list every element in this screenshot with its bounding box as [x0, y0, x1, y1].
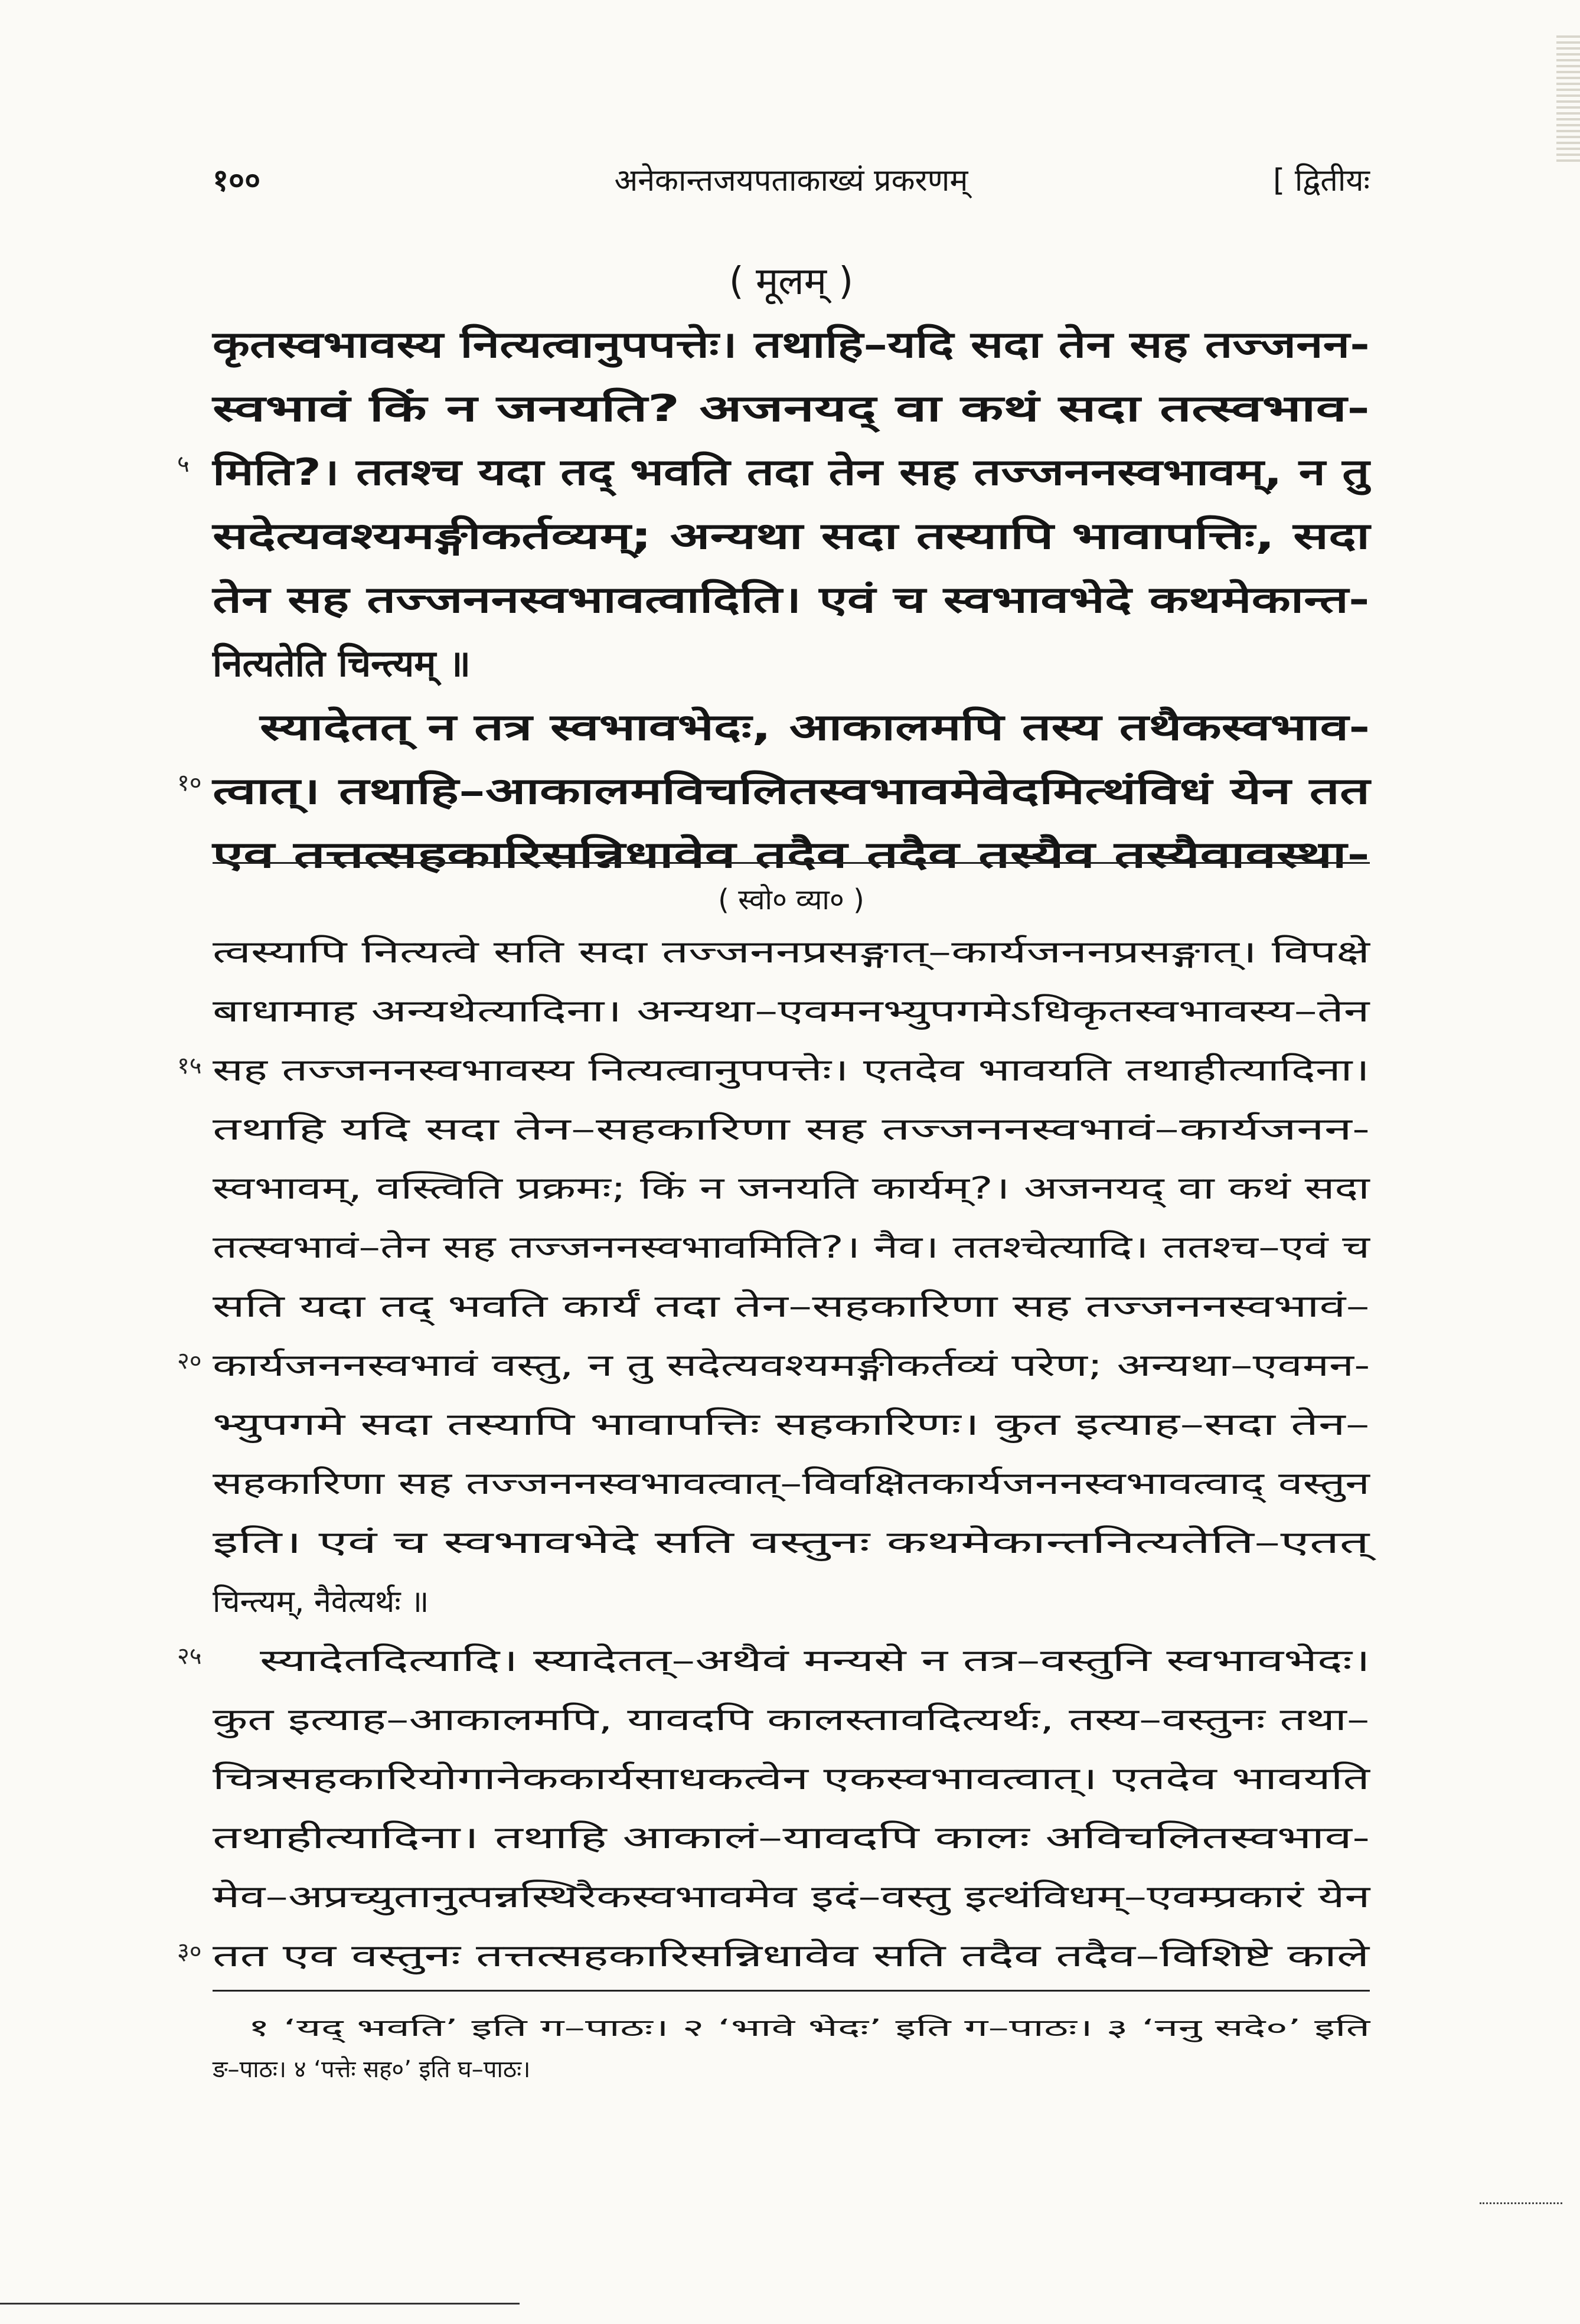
commentary-line: स्वभावम्, वस्त्विति प्रक्रमः; किं न जनयति कार्यम्?। अजनयद् वा कथं सदा [213, 1171, 1370, 1206]
commentary-line: मेव–अप्रच्युतानुत्पन्नस्थिरैकस्वभावमेव इदं–वस्तु इत्थंविधम्–एवम्प्रकारं येन [213, 1879, 1370, 1915]
bottom-rule [0, 2303, 520, 2305]
mula-line: त्वात्। तथाहि–आकालमविचलितस्वभावमेवेदमित्थंविधं येन तत [213, 769, 1370, 812]
footnote-line: ङ–पाठः। ४ ‘पत्तेः सह०’ इति घ–पाठः। [213, 2056, 531, 2083]
page-number: १०० [213, 163, 261, 198]
commentary-heading: ( स्वो० व्या० ) [718, 883, 864, 916]
mula-line: तेन सह तज्जननस्वभावत्वादिति। एवं च स्वभावभेदे कथमेकान्त- [213, 578, 1370, 621]
commentary-line: सति यदा तद् भवति कार्यं तदा तेन–सहकारिणा सह तज्जननस्वभावं– [213, 1289, 1370, 1324]
footnote-divider [213, 1990, 1370, 1992]
line-number: २० [177, 1347, 202, 1375]
mula-line: स्यादेतत् न तत्र स्वभावभेदः, आकालमपि तस्य तथैकस्वभाव- [260, 706, 1370, 749]
commentary-line: बाधामाह अन्यथेत्यादिना। अन्यथा–एवमनभ्युपगमेऽधिकृतस्वभावस्य–तेन [213, 994, 1370, 1029]
running-header [213, 158, 1370, 211]
section-label: [ द्वितीयः [1273, 163, 1370, 198]
commentary-line: सह तज्जननस्वभावस्य नित्यत्वानुपपत्तेः। एतदेव भावयति तथाहीत्यादिना। [213, 1053, 1370, 1088]
commentary-line: स्यादेतदित्यादि। स्यादेतत्–अथैवं मन्यसे न तत्र–वस्तुनि स्वभावभेदः। [260, 1643, 1370, 1679]
footnote-line: १ ‘यद् भवति’ इति ग–पाठः। २ ‘भावे भेदः’ इति ग–पाठः। ३ ‘ननु सदे०’ इति [248, 2015, 1370, 2042]
commentary-line: त्वस्यापि नित्यत्वे सति सदा तज्जननप्रसङ्गात्–कार्यजननप्रसङ्गात्। विपक्षे [213, 935, 1370, 970]
line-number: ३० [177, 1938, 202, 1965]
edge-mark [1480, 2202, 1562, 2204]
mula-heading: ( मूलम् ) [729, 260, 854, 303]
commentary-line: चिन्त्यम्, नैवेत्यर्थः ॥ [213, 1584, 429, 1620]
commentary-line: तथाहि यदि सदा तेन–सहकारिणा सह तज्जननस्वभावं–कार्यजनन- [213, 1112, 1370, 1147]
mula-line: मिति?। ततश्च यदा तद् भवति तदा तेन सह तज्जननस्वभावम्, न तु [213, 451, 1370, 494]
line-number: १५ [177, 1052, 202, 1079]
line-number: २५ [177, 1643, 202, 1670]
commentary-line: कुत इत्याह–आकालमपि, यावदपि कालस्तावदित्यर्थः, तस्य–वस्तुनः तथा– [213, 1702, 1370, 1738]
commentary-line: भ्युपगमे सदा तस्यापि भावापत्तिः सहकारिणः। कुत इत्याह–सदा तेन– [213, 1407, 1370, 1442]
scan-edge-noise [1556, 35, 1580, 165]
line-number: ५ [177, 451, 190, 478]
section-divider [213, 862, 1370, 864]
commentary-line: तत्स्वभावं–तेन सह तज्जननस्वभावमिति?। नैव। ततश्चेत्यादि। ततश्च–एवं च [213, 1230, 1370, 1265]
commentary-line: चित्रसहकारियोगानेककार्यसाधकत्वेन एकस्वभावत्वात्। एतदेव भावयति [213, 1761, 1370, 1797]
commentary-line: इति। एवं च स्वभावभेदे सति वस्तुनः कथमेकान्तनित्यतेति–एतत् [213, 1525, 1370, 1561]
commentary-line: कार्यजननस्वभावं वस्तु, न तु सदेत्यवश्यमङ्गीकर्तव्यं परेण; अन्यथा–एवमन- [213, 1348, 1370, 1383]
line-number: १० [177, 769, 202, 797]
running-title: अनेकान्तजयपताकाख्यं प्रकरणम् [614, 163, 968, 198]
commentary-line: तथाहीत्यादिना। तथाहि आकालं–यावदपि कालः अविचलितस्वभाव- [213, 1820, 1370, 1856]
mula-line: कृतस्वभावस्य नित्यत्वानुपपत्तेः। तथाहि–यदि सदा तेन सह तज्जनन- [213, 323, 1370, 366]
commentary-line: तत एव वस्तुनः तत्तत्सहकारिसन्निधावेव सति तदैव तदैव–विशिष्टे काले [213, 1938, 1370, 1974]
mula-line: नित्यतेति चिन्त्यम् ॥ [213, 642, 471, 685]
mula-line: स्वभावं किं न जनयति? अजनयद् वा कथं सदा तत्स्वभाव- [213, 387, 1370, 430]
mula-line: सदेत्यवश्यमङ्गीकर्तव्यम्; अन्यथा सदा तस्यापि भावापत्तिः, सदा [213, 514, 1370, 557]
mula-line: एव तत्तत्सहकारिसन्निधावेव तदैव तदैव तस्यैव तस्यैवावस्था- [213, 833, 1370, 876]
commentary-line: सहकारिणा सह तज्जननस्वभावत्वात्–विवक्षितकार्यजननस्वभावत्वाद् वस्तुन [213, 1466, 1370, 1502]
